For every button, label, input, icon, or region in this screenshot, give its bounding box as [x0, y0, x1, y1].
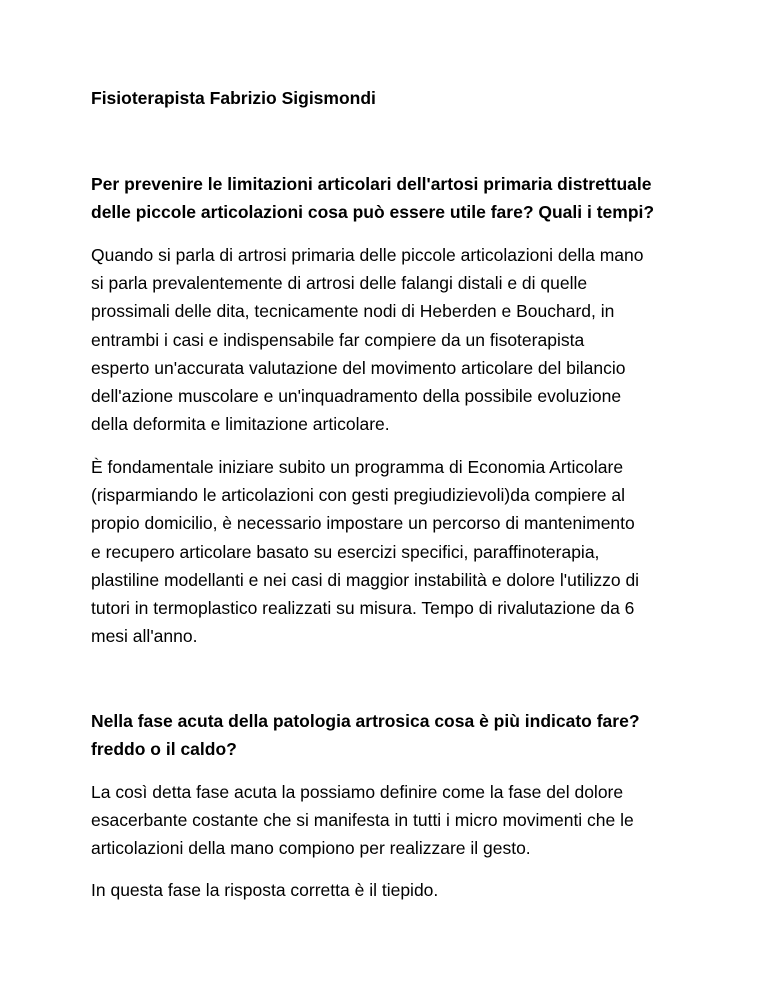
text-line: Quando si parla di artrosi primaria delle piccole articolazioni della mano: [91, 245, 644, 265]
text-line: esacerbante costante che si manifesta in tutti i micro movimenti che le: [91, 810, 634, 831]
text-line: In questa fase la risposta corretta è il tiepido.: [91, 880, 439, 900]
text-line: È fondamentale iniziare subito un programma di Economia Articolare: [91, 457, 624, 477]
answer-paragraph: [91, 241, 691, 438]
text-line: entrambi i casi e indispensabile far compiere da un fisoterapista: [91, 329, 585, 350]
answer-paragraph: [91, 876, 691, 904]
question-line: freddo o il caldo?: [91, 739, 237, 760]
author-heading: Fisioterapista Fabrizio Sigismondi: [91, 88, 376, 108]
answer-paragraph: [91, 453, 691, 650]
text-line: della deformita e limitazione articolare.: [91, 414, 390, 435]
question-line: Per prevenire le limitazioni articolari dell'artosi primaria distrettuale: [91, 174, 652, 194]
text-line: La così detta fase acuta la possiamo definire come la fase del dolore: [91, 782, 624, 802]
text-line: mesi all'anno.: [91, 626, 198, 647]
text-line: prossimali delle dita, tecnicamente nodi di Heberden e Bouchard, in: [91, 301, 615, 322]
text-line: plastiline modellanti e nei casi di maggior instabilità e dolore l'utilizzo di: [91, 569, 640, 590]
text-line: (risparmiando le articolazioni con gesti pregiudizievoli)da compiere al: [91, 485, 626, 506]
text-line: e recupero articolare basato su esercizi specifici, paraffinoterapia,: [91, 541, 600, 562]
answer-paragraph: [91, 778, 691, 863]
text-line: dell'azione muscolare e un'inquadramento della possibile evoluzione: [91, 386, 622, 407]
question-line: delle piccole articolazioni cosa può essere utile fare? Quali i tempi?: [91, 202, 655, 223]
question-line: Nella fase acuta della patologia artrosica cosa è più indicato fare?: [91, 711, 640, 731]
question-heading: [91, 707, 691, 763]
text-line: propio domicilio, è necessario impostare un percorso di mantenimento: [91, 513, 635, 534]
text-line: si parla prevalentemente di artrosi delle falangi distali e di quelle: [91, 273, 588, 294]
question-heading: [91, 170, 691, 226]
text-line: articolazioni della mano compiono per realizzare il gesto.: [91, 838, 531, 859]
text-line: tutori in termoplastico realizzati su misura. Tempo di rivalutazione da 6: [91, 598, 635, 619]
text-line: esperto un'accurata valutazione del movimento articolare del bilancio: [91, 357, 626, 378]
